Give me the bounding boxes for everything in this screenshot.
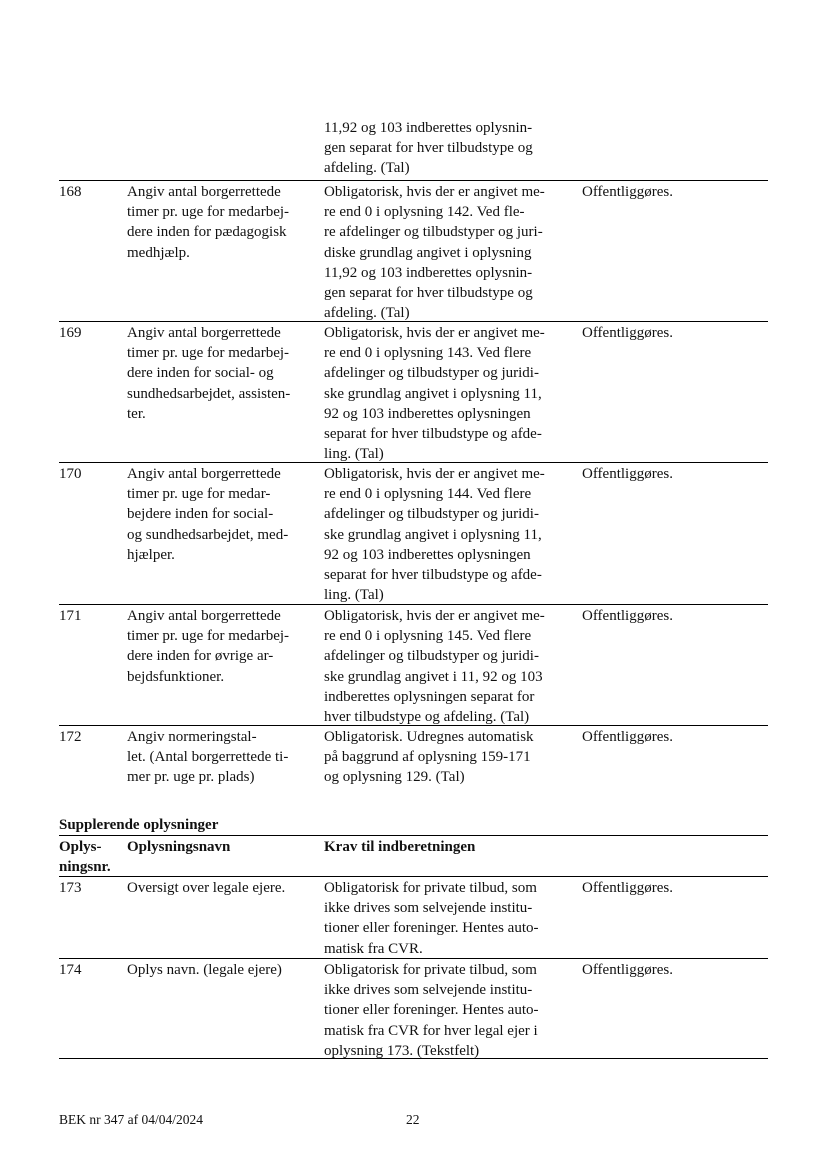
info-name-line: timer pr. uge for medar- [127,486,271,503]
info-name-line: dere inden for social- og [127,365,274,382]
info-number: 168 [59,184,82,200]
requirement-text-line: separat for hver tilbudstype og afde- [324,426,542,442]
row-divider [59,725,768,726]
requirement-text-line: oplysning 173. (Tekstfelt) [324,1042,480,1059]
requirement-text-line: Obligatorisk, hvis der er angivet me- [324,325,545,341]
column-header-requirement: Krav til indberetningen [324,839,476,855]
table-bottom-rule [59,1058,768,1059]
footer-document-ref: BEK nr 347 af 04/04/2024 [59,1112,203,1127]
info-number: 174 [59,962,82,978]
publication-status: Offentliggøres. [582,325,673,341]
requirement-text-line: ikke drives som selvejende institu- [324,982,533,999]
requirement-text-line: gen separat for hver tilbudstype og [324,140,533,157]
row-divider [59,958,768,959]
requirement-text-line: afdelinger og tilbudstyper og juridi- [324,648,539,665]
info-name-line: Angiv normeringstal- [127,729,257,745]
info-name-line: Angiv antal borgerrettede [127,608,281,624]
info-name-line: mer pr. uge pr. plads) [127,769,255,786]
requirement-text-line: 11,92 og 103 indberettes oplysnin- [324,264,533,281]
info-name-line: timer pr. uge for medarbej- [127,628,290,645]
info-name-line: og sundhedsarbejdet, med- [127,526,289,543]
info-number: 173 [59,880,82,896]
requirement-text-line: ling. (Tal) [324,446,384,463]
requirement-text-line: ske grundlag angivet i oplysning 11, [324,526,542,543]
info-name-line: timer pr. uge for medarbej- [127,345,290,362]
requirement-text-line: tioner eller foreninger. Hentes auto- [324,1002,539,1019]
requirement-text-line: 11,92 og 103 indberettes oplysnin- [324,120,533,136]
requirement-text-line: matisk fra CVR. [324,940,423,957]
info-name-line: bejdsfunktioner. [127,668,225,685]
requirement-text-line: ikke drives som selvejende institu- [324,900,533,917]
row-divider [59,876,768,877]
row-divider [59,180,768,181]
info-name-line: dere inden for pædagogisk [127,224,287,241]
info-number: 169 [59,325,82,341]
publication-status: Offentliggøres. [582,880,673,896]
requirement-text-line: gen separat for hver tilbudstype og [324,285,533,301]
requirement-text-line: og oplysning 129. (Tal) [324,769,465,786]
requirement-text-line: ling. (Tal) [324,587,384,604]
publication-status: Offentliggøres. [582,729,673,745]
info-name-line: ter. [127,405,146,422]
column-header-nr: ningsnr. [59,859,111,876]
requirement-text-line: re afdelinger og tilbudstyper og juri- [324,224,543,241]
requirement-text-line: re end 0 i oplysning 144. Ved flere [324,486,532,503]
requirement-text-line: Obligatorisk, hvis der er angivet me- [324,608,545,624]
requirement-text-line: Obligatorisk, hvis der er angivet me- [324,466,545,482]
requirement-text-line: Obligatorisk, hvis der er angivet me- [324,184,545,200]
requirement-text-line: hver tilbudstype og afdeling. (Tal) [324,709,530,725]
requirement-text-line: 92 og 103 indberettes oplysningen [324,546,531,563]
info-name-line: hjælper. [127,546,175,563]
info-name-line: timer pr. uge for medarbej- [127,204,290,221]
requirement-text-line: indberettes oplysningen separat for [324,688,535,705]
requirement-text-line: tioner eller foreninger. Hentes auto- [324,920,539,937]
requirement-text-line: Obligatorisk for private tilbud, som [324,880,537,896]
row-divider [59,321,768,322]
requirement-text-line: diske grundlag angivet i oplysning [324,244,532,261]
info-name-line: medhjælp. [127,244,190,261]
requirement-text-line: separat for hver tilbudstype og afde- [324,567,542,583]
publication-status: Offentliggøres. [582,608,673,624]
info-name-line: bejdere inden for social- [127,506,274,523]
requirement-text-line: ske grundlag angivet i 11, 92 og 103 [324,668,543,685]
requirement-text-line: re end 0 i oplysning 145. Ved flere [324,628,532,645]
info-number: 170 [59,466,82,482]
info-number: 171 [59,608,82,624]
info-name-line: Angiv antal borgerrettede [127,466,281,482]
column-header-nr: Oplys- [59,839,102,855]
requirement-text-line: på baggrund af oplysning 159-171 [324,749,531,766]
section-heading: Supplerende oplysninger [59,817,219,833]
requirement-text-line: ske grundlag angivet i oplysning 11, [324,385,542,402]
publication-status: Offentliggøres. [582,466,673,482]
footer-page-number: 22 [406,1112,420,1127]
info-name-line: dere inden for øvrige ar- [127,648,274,665]
info-name-line: Angiv antal borgerrettede [127,184,281,200]
info-name-line: sundhedsarbejdet, assisten- [127,385,291,402]
requirement-text-line: afdeling. (Tal) [324,160,410,177]
info-name-line: Angiv antal borgerrettede [127,325,281,341]
requirement-text-line: afdeling. (Tal) [324,305,410,322]
requirement-text-line: re end 0 i oplysning 142. Ved fle- [324,204,525,221]
requirement-text-line: re end 0 i oplysning 143. Ved flere [324,345,532,362]
info-name-line: Oversigt over legale ejere. [127,880,286,896]
requirement-text-line: afdelinger og tilbudstyper og juridi- [324,506,539,523]
requirement-text-line: afdelinger og tilbudstyper og juridi- [324,365,539,382]
requirement-text-line: matisk fra CVR for hver legal ejer i [324,1022,538,1039]
info-name-line: Oplys navn. (legale ejere) [127,962,282,978]
publication-status: Offentliggøres. [582,184,673,200]
requirement-text-line: Obligatorisk. Udregnes automatisk [324,729,534,745]
publication-status: Offentliggøres. [582,962,673,978]
requirement-text-line: 92 og 103 indberettes oplysningen [324,405,531,422]
info-name-line: let. (Antal borgerrettede ti- [127,749,289,766]
info-number: 172 [59,729,82,745]
requirement-text-line: Obligatorisk for private tilbud, som [324,962,537,978]
row-divider [59,462,768,463]
column-header-name: Oplysningsnavn [127,839,231,855]
row-divider [59,604,768,605]
header-top-rule [59,835,768,836]
